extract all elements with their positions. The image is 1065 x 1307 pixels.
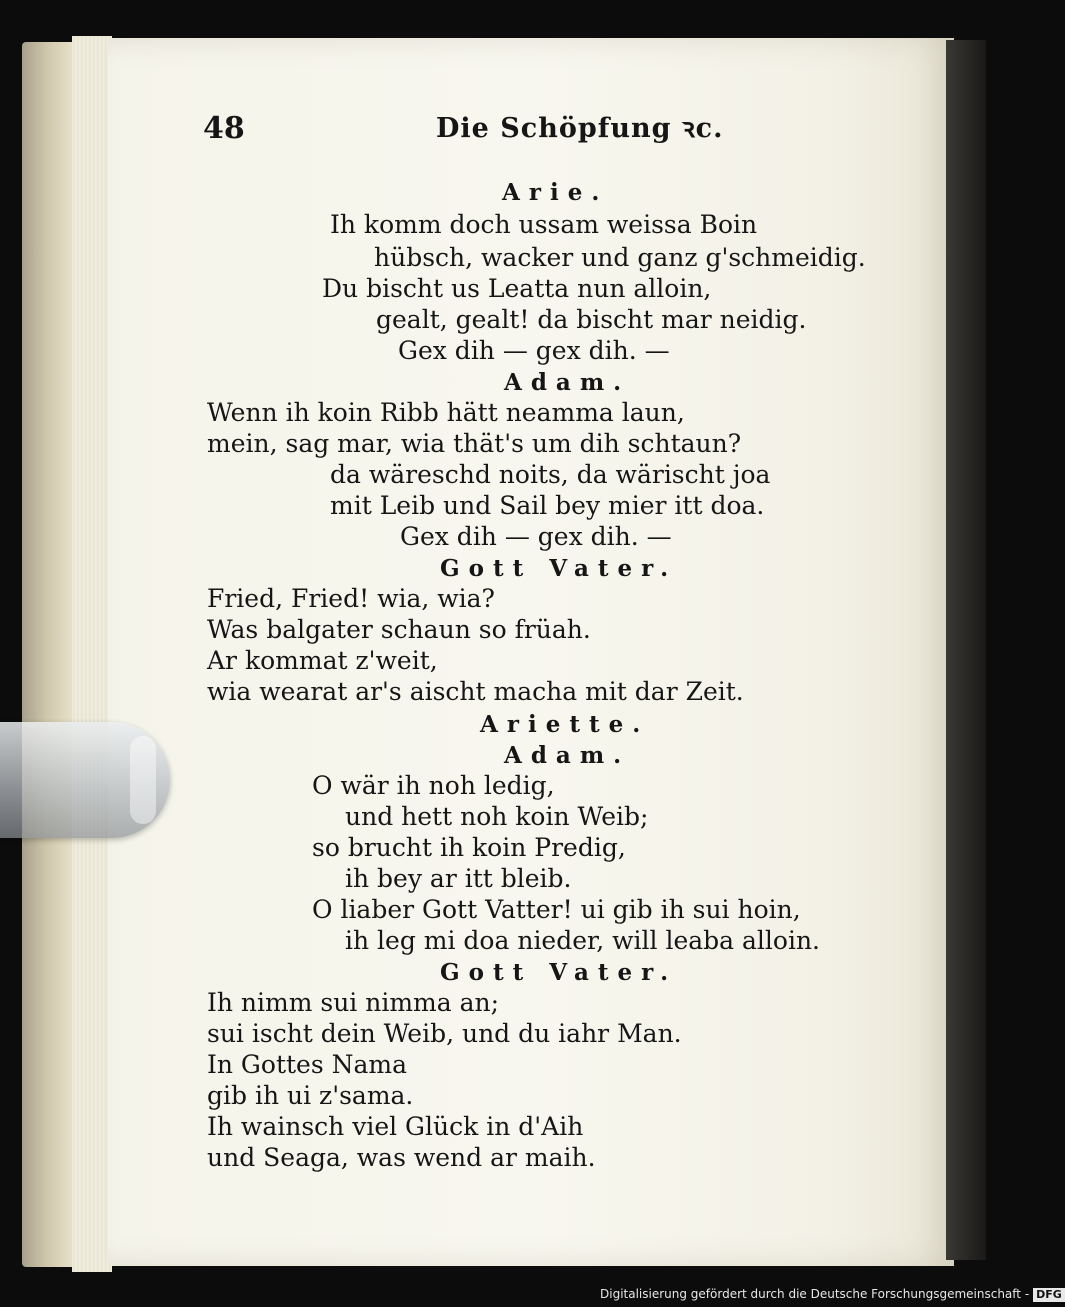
verse-line: wia wearat ar's aischt macha mit dar Zeit. <box>207 677 744 706</box>
speaker-adam: Adam. <box>504 742 631 769</box>
verse-line: Du bischt us Leatta nun alloin, <box>322 274 712 303</box>
verse-line: Ih komm doch ussam weissa Boin <box>330 210 758 239</box>
verse-line: Wenn ih koin Ribb hätt neamma laun, <box>207 398 685 427</box>
verse-line: Ih nimm sui nimma an; <box>207 988 500 1017</box>
verse-line: O liaber Gott Vatter! ui gib ih sui hoin, <box>312 895 801 924</box>
verse-line: ih leg mi doa nieder, will leaba alloin. <box>345 926 820 955</box>
page-shadow <box>946 40 986 1260</box>
verse-line: sui ischt dein Weib, und du iahr Man. <box>207 1019 682 1048</box>
verse-line: gealt, gealt! da bischt mar neidig. <box>376 305 807 334</box>
verse-line: hübsch, wacker und ganz g'schmeidig. <box>374 243 866 272</box>
verse-line: Ih wainsch viel Glück in d'Aih <box>207 1112 584 1141</box>
running-head: Die Schöpfung ꝛc. <box>436 113 724 144</box>
footer-text: Digitalisierung gefördert durch die Deutsche Forschungsgemeinschaft - <box>600 1287 1030 1301</box>
verse-line: ih bey ar itt bleib. <box>345 864 572 893</box>
dfg-logo: DFG <box>1033 1288 1065 1302</box>
verse-line: so brucht ih koin Predig, <box>312 833 626 862</box>
verse-line: gib ih ui z'sama. <box>207 1081 414 1110</box>
verse-line: mit Leib und Sail bey mier itt doa. <box>330 491 765 520</box>
speaker-gott-vater: Gott Vater. <box>440 555 678 582</box>
refrain-line: Gex dih — gex dih. — <box>398 336 670 365</box>
verse-line: O wär ih noh ledig, <box>312 771 555 800</box>
verse-line: und Seaga, was wend ar maih. <box>207 1143 596 1172</box>
page-number: 48 <box>203 111 245 146</box>
footer-credit <box>600 1284 1062 1304</box>
refrain-line: Gex dih — gex dih. — <box>400 522 672 551</box>
heading-ariette: Ariette. <box>480 711 650 738</box>
verse-line: Ar kommat z'weit, <box>207 646 438 675</box>
verse-line: da wäreschd noits, da wärischt joa <box>330 460 771 489</box>
heading-arie: Arie. <box>502 179 609 206</box>
verse-line: und hett noh koin Weib; <box>345 802 649 831</box>
page-stack <box>72 36 112 1272</box>
verse-line: Fried, Fried! wia, wia? <box>207 584 495 613</box>
speaker-adam: Adam. <box>504 369 631 396</box>
verse-line: mein, sag mar, wia thät's um dih schtaun? <box>207 429 742 458</box>
verse-line: In Gottes Nama <box>207 1050 407 1079</box>
verse-line: Was balgater schaun so früah. <box>207 615 591 644</box>
speaker-gott-vater: Gott Vater. <box>440 959 678 986</box>
thumb-clip <box>0 722 170 838</box>
